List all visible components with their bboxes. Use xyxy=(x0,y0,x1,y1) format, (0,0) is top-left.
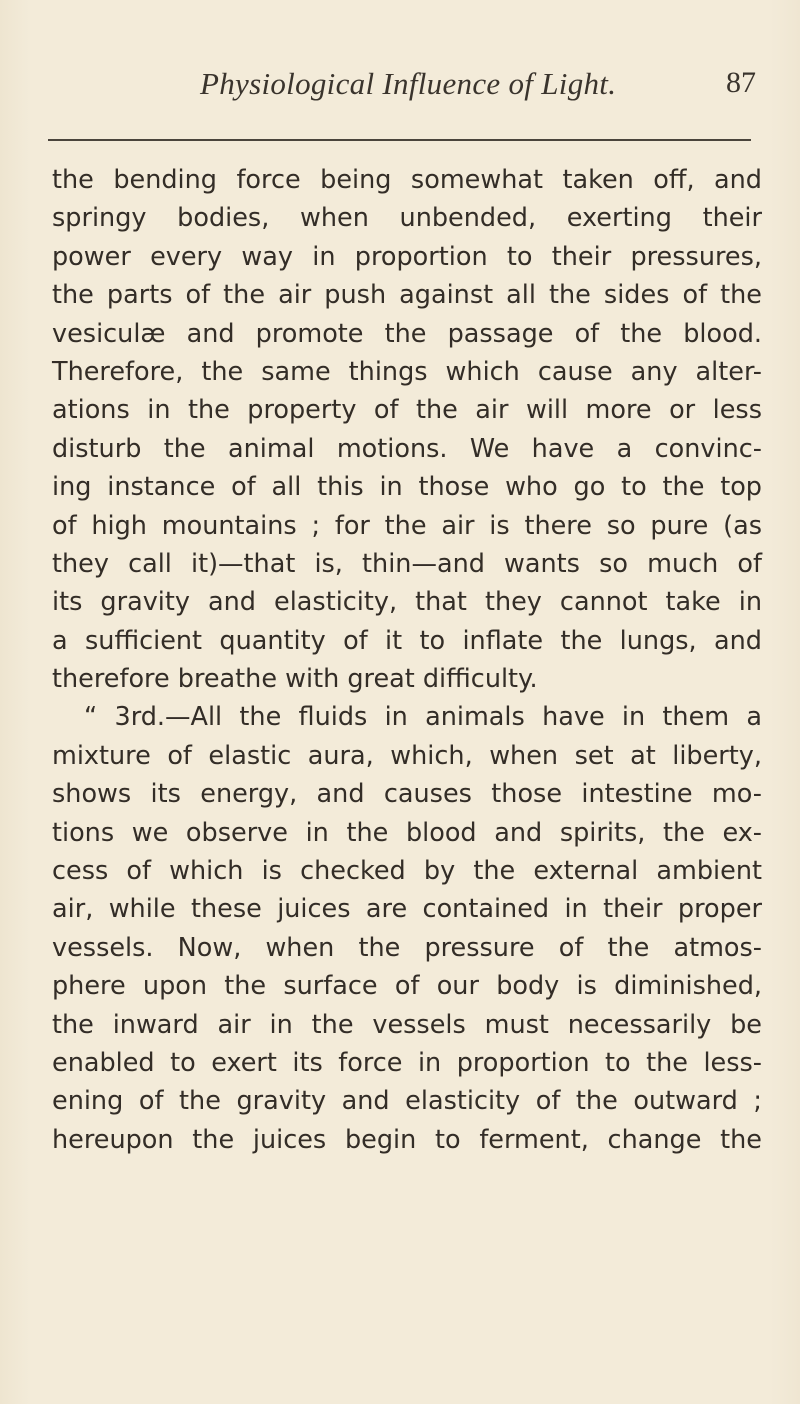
body-text xyxy=(52,161,762,1159)
header-rule xyxy=(48,139,751,141)
text-line: Therefore, the same things which cause any alter- xyxy=(52,356,762,387)
text-line: disturb the animal motions. We have a convinc- xyxy=(52,433,762,464)
text-line: vesiculæ and promote the passage of the blood. xyxy=(52,318,762,349)
text-line: of high mountains ; for the air is there so pure (as xyxy=(52,510,762,541)
text-line: the bending force being somewhat taken off, and xyxy=(52,165,762,195)
text-line: “ 3rd.—All the fluids in animals have in them a xyxy=(84,702,762,733)
text-line: hereupon the juices begin to ferment, change the xyxy=(52,1124,762,1155)
page-header xyxy=(48,66,760,110)
text-line: springy bodies, when unbended, exerting their xyxy=(52,203,762,234)
text-line: ening of the gravity and elasticity of the outward ; xyxy=(52,1086,762,1117)
text-line: ations in the property of the air will more or less xyxy=(52,395,762,426)
text-line: the inward air in the vessels must necessarily be xyxy=(52,1009,762,1040)
text-line: air, while these juices are contained in their proper xyxy=(52,894,762,925)
text-line: cess of which is checked by the external ambient xyxy=(52,856,762,887)
text-line: vessels. Now, when the pressure of the atmos- xyxy=(52,932,762,963)
text-line: its gravity and elasticity, that they cannot take in xyxy=(52,587,762,618)
text-line: power every way in proportion to their pressures, xyxy=(52,241,762,272)
text-line: they call it)—that is, thin—and wants so much of xyxy=(52,548,762,579)
text-line: phere upon the surface of our body is diminished, xyxy=(52,971,762,1002)
text-line: mixture of elastic aura, which, when set at liberty, xyxy=(52,740,762,771)
text-line: therefore breathe with great difficulty. xyxy=(52,664,538,695)
text-line: shows its energy, and causes those intestine mo- xyxy=(52,779,762,810)
text-line: ing instance of all this in those who go to the top xyxy=(52,472,762,503)
running-title: Physiological Influence of Light. xyxy=(200,66,617,101)
text-line: enabled to exert its force in proportion to the less- xyxy=(52,1047,762,1078)
text-line: a sufficient quantity of it to inflate the lungs, and xyxy=(52,625,762,656)
text-line: the parts of the air push against all the sides of the xyxy=(52,280,762,311)
page-number: 87 xyxy=(726,66,756,99)
text-line: tions we observe in the blood and spirits, the ex- xyxy=(52,817,762,848)
